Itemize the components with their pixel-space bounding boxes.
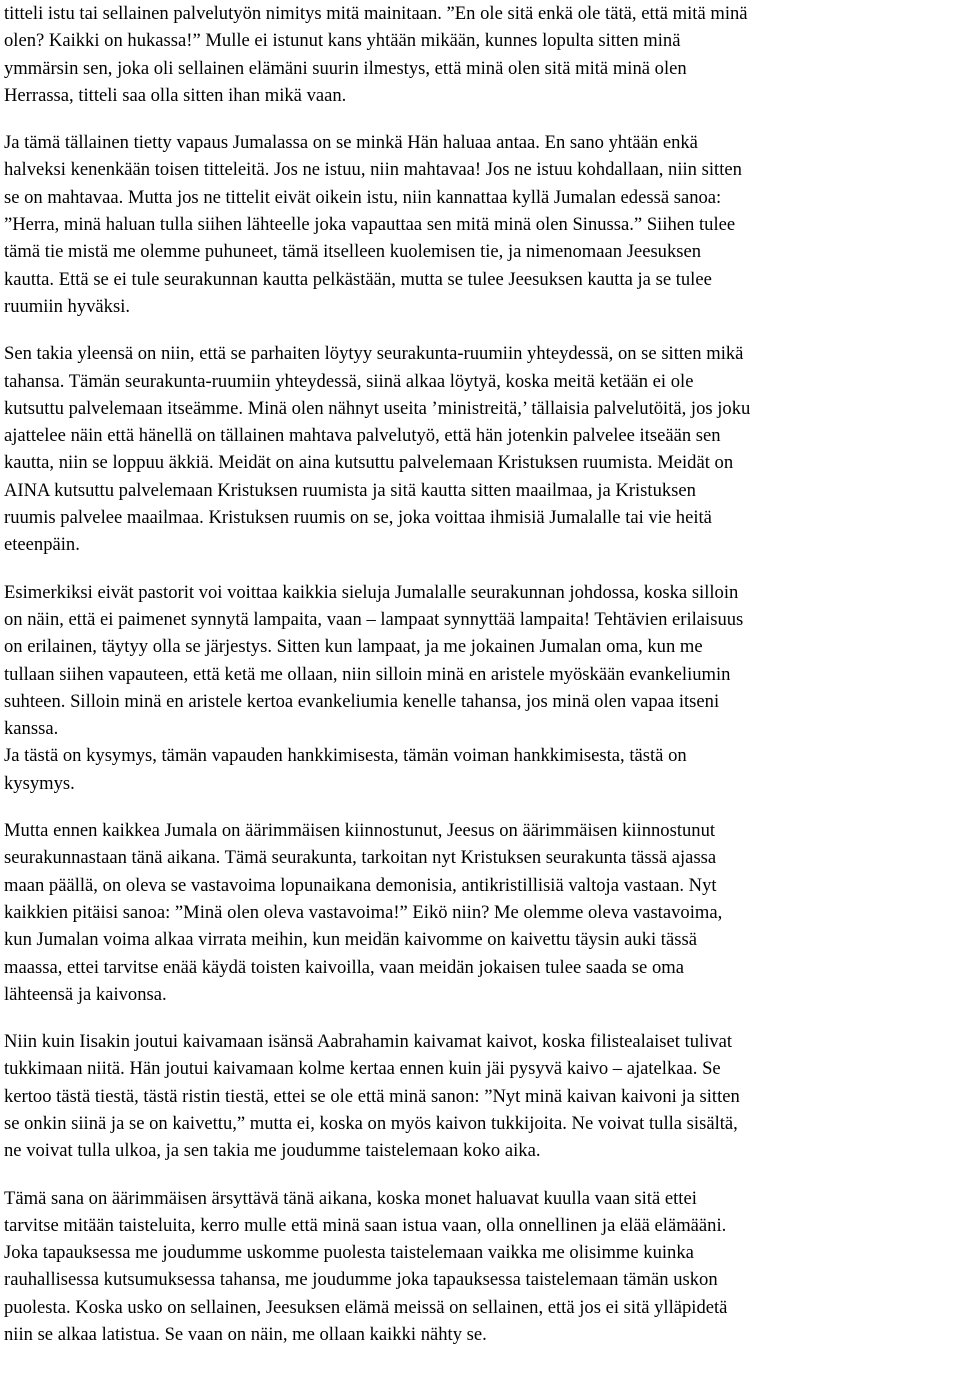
paragraph (4, 817, 954, 1008)
text-line: se onkin siinä ja se on kaivettu,” mutta ei, koska on myös kaivon tukkijoita. Ne voivat tulla sisältä, (4, 1112, 738, 1134)
text-line: maassa, ettei tarvitse enää käydä toisten kaivoilla, vaan meidän jokaisen tulee saada se oma (4, 956, 684, 978)
text-line: ruumis palvelee maailmaa. Kristuksen ruumis on se, joka voittaa ihmisiä Jumalalle tai vie heitä (4, 507, 712, 529)
text-line: AINA kutsuttu palvelemaan Kristuksen ruumista ja sitä kautta sitten maailmaa, ja Kristuksen (4, 479, 696, 501)
text-line: se on mahtavaa. Mutta jos ne tittelit eivät oikein istu, niin kannattaa kyllä Jumalan edessä sanoa: (4, 186, 722, 208)
text-line: Niin kuin Iisakin joutui kaivamaan isänsä Aabrahamin kaivamat kaivot, koska filistealaiset tulivat (4, 1031, 733, 1053)
text-line: Herrassa, titteli saa olla sitten ihan mikä vaan. (4, 84, 347, 106)
text-line: rauhallisessa kutsumuksessa tahansa, me joudumme joka tapauksessa taistelemaan tämän uskon (4, 1269, 718, 1291)
text-line: ymmärsin sen, joka oli sellainen elämäni suurin ilmestys, että minä olen sitä mitä minä olen (4, 57, 687, 79)
paragraph (4, 1028, 954, 1164)
text-line: eteenpäin. (4, 534, 80, 556)
text-line: kun Jumalan voima alkaa virrata meihin, kun meidän kaivomme on kaivettu täysin auki tässä (4, 929, 697, 951)
text-line: kautta, niin se loppuu äkkiä. Meidät on aina kutsuttu palvelemaan Kristuksen ruumista. Meidät on (4, 452, 734, 474)
text-line: seurakunnastaan tänä aikana. Tämä seurakunta, tarkoitan nyt Kristuksen seurakunta tässä ajassa (4, 847, 717, 869)
text-line: titteli istu tai sellainen palvelutyön nimitys mitä mainitaan. ”En ole sitä enkä ole tätä, että mitä minä (4, 3, 748, 24)
text-line: ne voivat tulla ulkoa, ja sen takia me joudumme taistelemaan koko aika. (4, 1140, 541, 1162)
text-line: tämä tie mistä me olemme puhuneet, tämä itselleen kuolemisen tie, ja nimenomaan Jeesuksen (4, 241, 702, 263)
text-line: kaikkien pitäisi sanoa: ”Minä olen oleva vastavoima!” Eikö niin? Me olemme oleva vastavoima, (4, 901, 723, 923)
text-line: halveksi kenenkään toisen titteleitä. Jos ne istuu, niin mahtavaa! Jos ne istuu kohdallaan, niin sitten (4, 159, 742, 181)
text-line: kertoo tästä tiestä, tästä ristin tiestä, ettei se ole että minä sanon: ”Nyt minä kaivan kaivoni ja sitten (4, 1085, 740, 1107)
text-line: tullaan siihen vapauteen, että ketä me ollaan, niin silloin minä en aristele myöskään evankeliumin (4, 663, 731, 685)
text-line: on näin, että ei paimenet synnytä lampaita, vaan – lampaat synnyttää lampaita! Tehtävien erilaisuus (4, 608, 744, 630)
text-line: Esimerkiksi eivät pastorit voi voittaa kaikkia sieluja Jumalalle seurakunnan johdossa, koska silloin (4, 581, 739, 603)
text-line: on erilainen, täytyy olla se järjestys. Sitten kun lampaat, ja me jokainen Jumalan oma, kun me (4, 636, 703, 658)
text-line: kutsuttu palvelemaan itseämme. Minä olen nähnyt useita ’ministreitä,’ tällaisia palvelutöitä, jos joku (4, 397, 751, 419)
text-line: tahansa. Tämän seurakunta-ruumiin yhteydessä, siinä alkaa löytyä, koska meitä ketään ei ole (4, 370, 694, 392)
text-line: olen? Kaikki on hukassa!” Mulle ei istunut kans yhtään mikään, kunnes lopulta sitten minä (4, 30, 681, 52)
text-line: niin se alkaa latistua. Se vaan on näin, me ollaan kaikki nähty se. (4, 1324, 487, 1346)
text-line: Ja tämä tällainen tietty vapaus Jumalassa on se minkä Hän haluaa antaa. En sano yhtään enkä (4, 132, 698, 154)
paragraph (4, 579, 954, 743)
text-line: Mutta ennen kaikkea Jumala on äärimmäisen kiinnostunut, Jeesus on äärimmäisen kiinnostunut (4, 820, 716, 842)
text-line: kautta. Että se ei tule seurakunnan kautta pelkästään, mutta se tulee Jeesuksen kautta ja se tulee (4, 268, 712, 290)
text-line: suhteen. Silloin minä en aristele kertoa evankeliumia kenelle tahansa, jos minä olen vapaa itseni (4, 690, 720, 712)
text-line: Ja tästä on kysymys, tämän vapauden hankkimisesta, tämän voiman hankkimisesta, tästä on (4, 745, 687, 767)
text-line: tukkimaan niitä. Hän joutui kaivamaan kolme kertaa ennen kuin jäi pysyvä kaivo – ajatelkaa. Se (4, 1058, 721, 1080)
text-line: ruumiin hyväksi. (4, 295, 131, 317)
paragraph (4, 742, 954, 797)
text-line: ”Herra, minä haluan tulla siihen lähteelle joka vapauttaa sen mitä minä olen Sinussa.” Siihen tulee (4, 214, 736, 236)
text-line: kanssa. (4, 718, 59, 740)
paragraph (4, 0, 954, 109)
text-line: lähteensä ja kaivonsa. (4, 983, 167, 1005)
paragraph (4, 1185, 954, 1349)
paragraph (4, 129, 954, 320)
paragraph (4, 340, 954, 558)
text-line: Joka tapauksessa me joudumme uskomme puolesta taistelemaan vaikka me olisimme kuinka (4, 1242, 694, 1264)
text-line: tarvitse mitään taisteluita, kerro mulle että minä saan istua vaan, olla onnellinen ja elää elämääni. (4, 1214, 727, 1236)
text-line: Sen takia yleensä on niin, että se parhaiten löytyy seurakunta-ruumiin yhteydessä, on se sitten mikä (4, 343, 744, 365)
text-line: puolesta. Koska usko on sellainen, Jeesuksen elämä meissä on sellainen, että jos ei sitä ylläpidetä (4, 1296, 728, 1318)
document-body (4, 0, 954, 1368)
text-line: ajattelee näin että hänellä on tällainen mahtava palvelutyö, että hän jotenkin palvelee itseään sen (4, 425, 721, 447)
text-line: Tämä sana on äärimmäisen ärsyttävä tänä aikana, koska monet haluavat kuulla vaan sitä ettei (4, 1187, 697, 1209)
text-line: maan päällä, on oleva se vastavoima lopunaikana demonisia, antikristillisiä valtoja vastaan. Nyt (4, 874, 717, 896)
text-line: kysymys. (4, 772, 75, 794)
